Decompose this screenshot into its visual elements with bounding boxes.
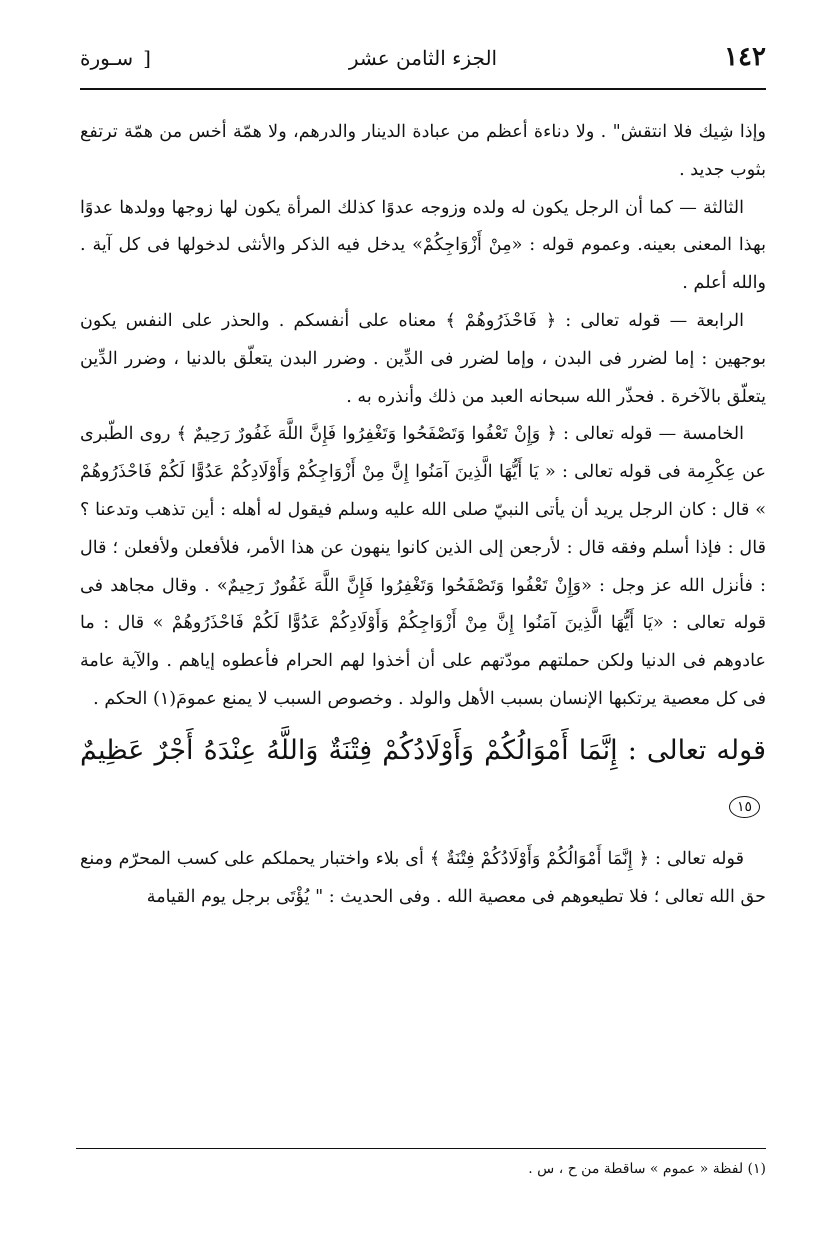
header-rule [80, 88, 766, 90]
paragraph: الثالثة — كما أن الرجل يكون له ولده وزوجه عدوًا كذلك المرأة يكون لها زوجها وولدها عدوًا بهذا المعنى بعينه. وعموم قوله : «مِنْ أَزْوَاجِكُمْ» يدخل فيه الذكر والأنثى لدخولها فى كل آية . والله أعلم . [80, 197, 766, 294]
paragraph: وإذا شِيك فلا انتقش" . ولا دناءة أعظم من عبادة الدينار والدرهم، ولا همّة أخس من همّة ترتفع بثوب جديد . [80, 122, 766, 180]
quran-verse [80, 723, 766, 835]
verse-number: ١٥ [729, 796, 760, 818]
paragraph: قوله تعالى : ﴿ إِنَّمَا أَمْوَالُكُمْ وَأَوْلَادُكُمْ فِتْنَةٌ ﴾ أى بلاء واختبار يحملكم على كسب المحرّم ومنع حق الله تعالى ؛ فلا تطيعوهم فى معصية الله . وفى الحديث : " يُؤْتَى برجل يوم القيامة [80, 848, 766, 907]
sura-label [80, 46, 151, 70]
running-title: الجزء الثامن عشر [348, 46, 498, 70]
page-number: ١٤٢ [724, 42, 766, 72]
paragraph: الخامسة — قوله تعالى : ﴿ وَإِنْ تَعْفُوا وَتَصْفَحُوا وَتَغْفِرُوا فَإِنَّ اللَّهَ غَفُورٌ رَحِيمٌ ﴾ روى الطّبرى عن عِكْرِمة فى قوله تعالى : « يَا أَيُّهَا الَّذِينَ آمَنُوا إِنَّ مِنْ أَزْوَاجِكُمْ وَأَوْلَادِكُمْ عَدُوًّا لَكُمْ فَاحْذَرُوهُمْ » قال : كان الرجل يريد أن يأتى النبيّ صلى الله عليه وسلم فيقول له أهله : أين تذهب وتدعنا ؟ قال : فإذا أسلم وفقه قال : لأرجعن إلى الذين كانوا ينهون عن هذا الأمر، فلأفعلن ولأفعلن ؛ قال : فأنزل الله عز وجل : «وَإِنْ تَعْفُوا وَتَصْفَحُوا وَتَغْفِرُوا فَإِنَّ اللَّهَ غَفُورٌ رَحِيمٌ» . وقال مجاهد فى قوله تعالى : «يَا أَيُّهَا الَّذِينَ آمَنُوا إِنَّ مِنْ أَزْوَاجِكُمْ وَأَوْلَادِكُمْ عَدُوًّا لَكُمْ فَاحْذَرُوهُمْ » قال : ما عادوهم فى الدنيا ولكن حملتهم مودّتهم على أن أخذوا لهم الحرام فأعطوه إياهم . والآية عامة فى كل معصية يرتكبها الإنسان بسبب الأهل والولد . وخصوص السبب لا يمنع عمومَ(١) الحكم . [80, 424, 766, 709]
verse-prefix: قوله تعالى : [627, 734, 766, 766]
page-body [80, 114, 766, 916]
page-header [80, 40, 766, 84]
sura-name: سـورة [80, 46, 134, 70]
verse-text: إِنَّمَا أَمْوَالُكُمْ وَأَوْلَادُكُمْ فِتْنَةٌ وَاللَّهُ عِنْدَهُ أَجْرٌ عَظِيمٌ [80, 734, 618, 766]
footnote-rule [76, 1148, 766, 1149]
sura-bracket: [ [143, 46, 151, 70]
footnote: (١) لفظة « عموم » ساقطة من ح ، س . [528, 1161, 766, 1177]
paragraph: الرابعة — قوله تعالى : ﴿ فَاحْذَرُوهُمْ ﴾ معناه على أنفسكم . والحذر على النفس يكون بوجهين : إما لضرر فى البدن ، وإما لضرر فى الدِّين . وضرر البدن يتعلّق بالدنيا ، وضرر الدِّين يتعلّق بالآخرة . فحذّر الله سبحانه العبد من ذلك وأنذره به . [80, 310, 766, 407]
